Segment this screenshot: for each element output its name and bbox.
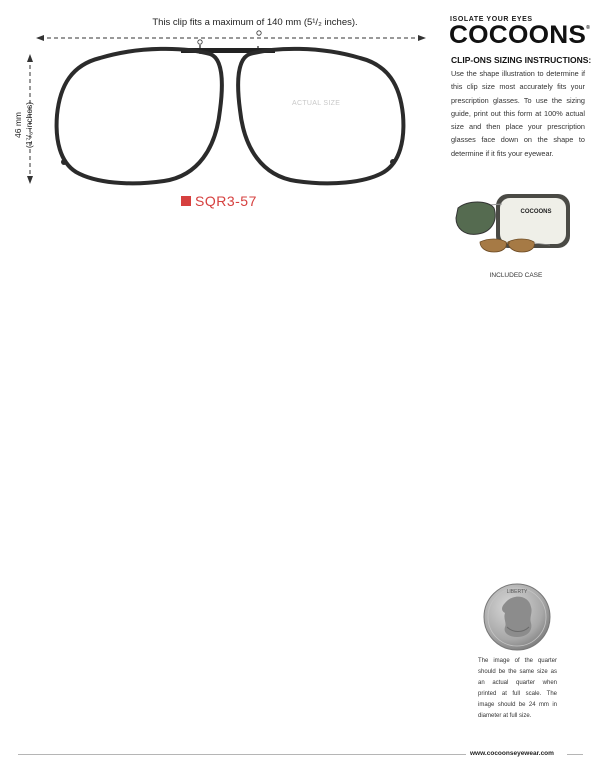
model-label (181, 193, 257, 209)
brand-tagline: ISOLATE YOUR EYES (450, 16, 533, 23)
model-code: SQR3-57 (195, 193, 257, 209)
included-case-image (446, 186, 576, 266)
right-lens-outline (238, 49, 403, 184)
trademark-symbol: ® (586, 25, 591, 31)
height-dimension-label (13, 81, 35, 169)
instructions-body: Use the shape illustration to determine if this clip size most accurately fits your prescription glasses. To use the sizing guide, print out this form at 100% actual size and then place your prescription glasses face down on the shape to determine if it fits your eyewear. (451, 69, 585, 158)
height-mm: 46 mm (13, 112, 23, 138)
left-lens-outline (57, 49, 222, 184)
clip-frame-illustration (0, 0, 440, 200)
actual-size-label: ACTUAL SIZE (292, 100, 341, 107)
height-inches: (1⁷/₈ inches) (24, 101, 34, 149)
quarter-description: The image of the quarter should be the same size as an actual quarter when printed at full scale. The image should be 24 mm in diameter at full size. (478, 658, 557, 719)
footer-divider-right (567, 754, 583, 755)
footer-divider-left (18, 754, 466, 755)
instructions-heading: CLIP-ONS SIZING INSTRUCTIONS: (451, 55, 592, 65)
brand-logo (449, 21, 590, 50)
center-marker (257, 31, 261, 35)
quarter-coin-image (483, 583, 551, 651)
website-link[interactable]: www.cocoonseyewear.com (470, 750, 554, 757)
width-dimension-label: This clip fits a maximum of 140 mm (5¹/₂ inches). (152, 17, 358, 28)
model-color-swatch (181, 196, 191, 206)
case-logo: COCOONS (520, 209, 552, 215)
brand-name: COCOONS (449, 21, 587, 49)
coin-inscription: LIBERTY (506, 589, 528, 595)
case-caption: INCLUDED CASE (489, 272, 543, 279)
width-dimension-arrow (36, 35, 426, 41)
